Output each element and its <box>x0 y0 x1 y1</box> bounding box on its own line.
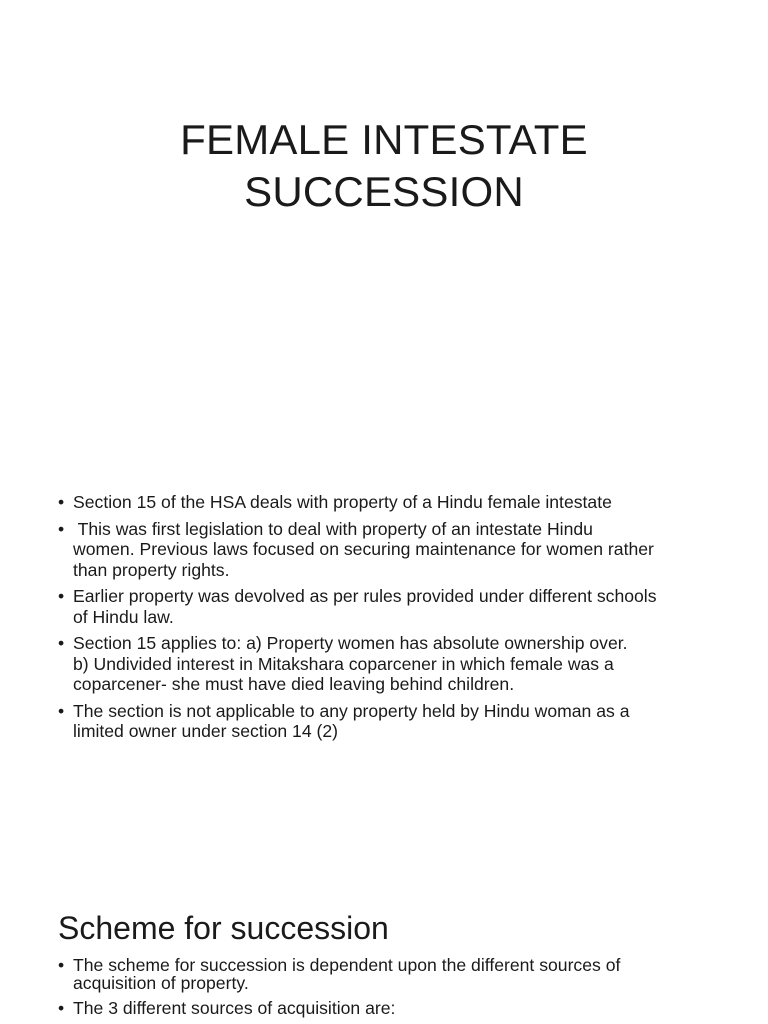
bullet-item <box>58 586 728 627</box>
bullet-item <box>58 701 728 742</box>
bullet-text-line: than property rights. <box>73 559 230 580</box>
bullet-text-line: acquisition of property. <box>73 973 249 993</box>
bullet-list <box>58 492 728 748</box>
bullet-text-line: limited owner under section 14 (2) <box>73 721 339 741</box>
bullet-text-line: • The 3 different sources of acquisition are: <box>73 998 396 1018</box>
slide-scheme-for-succession <box>0 880 768 1024</box>
bullet-text-line: b) Undivided interest in Mitakshara coparcener in which female was a <box>73 653 614 674</box>
bullet-item <box>58 633 728 695</box>
bullet-text-line: • Section 15 of the HSA deals with property of a Hindu female intestate <box>73 492 612 512</box>
bullet-text-line: • Section 15 applies to: a) Property women has absolute ownership over. <box>73 633 628 653</box>
bullet-item <box>58 519 728 581</box>
slide-title <box>0 114 768 218</box>
bullet-text-line: • The section is not applicable to any property held by Hindu woman as a <box>73 700 630 721</box>
bullet-item <box>58 956 728 992</box>
bullet-text-line: of Hindu law. <box>73 606 174 627</box>
slide-title-line: FEMALE INTESTATE <box>180 116 588 163</box>
bullet-list <box>58 956 728 1024</box>
bullet-text-line: • This was first legislation to deal with property of an intestate Hindu <box>73 518 593 539</box>
slide-title: Scheme for succession <box>58 910 389 946</box>
bullet-text-line: • The scheme for succession is dependent upon the different sources of <box>73 955 621 975</box>
bullet-item <box>58 999 728 1017</box>
bullet-item <box>58 492 728 513</box>
bullet-text-line: women. Previous laws focused on securing maintenance for women rather <box>73 539 654 559</box>
bullet-text-line: • Earlier property was devolved as per rules provided under different schools <box>73 586 657 606</box>
slide-title-line: SUCCESSION <box>244 168 524 215</box>
bullet-text-line: coparcener- she must have died leaving behind children. <box>73 674 515 694</box>
